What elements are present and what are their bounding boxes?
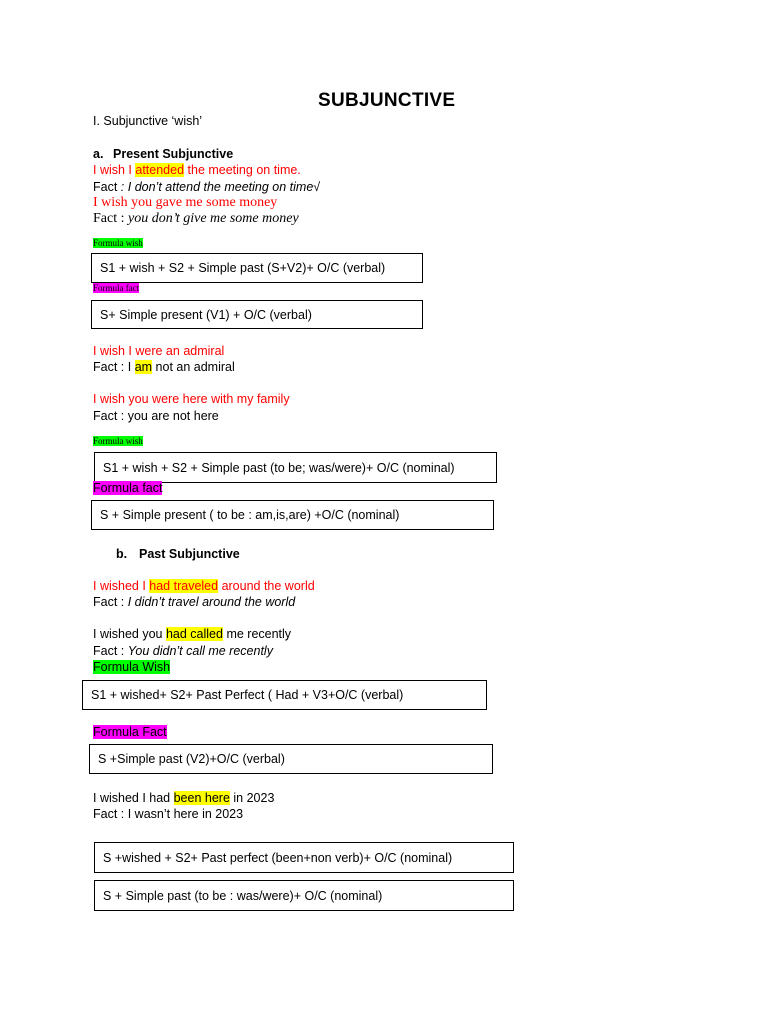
formula-wish-label: Formula wish: [93, 436, 143, 446]
fact-sentence: Fact : I don’t attend the meeting on time√: [93, 180, 321, 194]
example-sentence: I wish you were here with my family: [93, 392, 290, 406]
fact-sentence: Fact : I wasn’t here in 2023: [93, 807, 244, 821]
fact-sentence: Fact : you are not here: [93, 409, 219, 423]
formula-fact-label: Formula fact: [93, 481, 163, 495]
formula-box: S + Simple past (to be : was/were)+ O/C (nominal): [94, 880, 514, 911]
example-sentence: I wish I attended the meeting on time.: [93, 163, 301, 177]
fact-sentence: Fact : I am not an admiral: [93, 360, 235, 374]
subsection-b-heading: Past Subjunctive: [139, 547, 240, 561]
example-sentence: I wish I were an admiral: [93, 344, 225, 358]
example-sentence: I wished I had been here in 2023: [93, 791, 275, 805]
fact-sentence: Fact : I didn’t travel around the world: [93, 595, 296, 609]
page-title: SUBJUNCTIVE: [318, 90, 456, 111]
formula-box: S + Simple present ( to be : am,is,are) +O/C (nominal): [91, 500, 494, 530]
example-sentence: I wished you had called me recently: [93, 627, 292, 641]
formula-box: S1 + wish + S2 + Simple past (S+V2)+ O/C (verbal): [91, 253, 423, 283]
subsection-b-marker: b.: [116, 547, 128, 561]
section-heading: I. Subjunctive ‘wish’: [93, 114, 203, 128]
subsection-a-marker: a.: [93, 147, 104, 161]
formula-box: S1 + wish + S2 + Simple past (to be; was/were)+ O/C (nominal): [94, 452, 497, 483]
fact-sentence: Fact : you don’t give me some money: [93, 211, 299, 226]
formula-box: S1 + wished+ S2+ Past Perfect ( Had + V3+O/C (verbal): [82, 680, 487, 710]
formula-fact-label: Formula fact: [93, 283, 140, 293]
example-sentence: I wish you gave me some money: [93, 195, 278, 210]
formula-wish-label: Formula wish: [93, 238, 143, 248]
example-sentence: I wished I had traveled around the world: [93, 579, 315, 593]
formula-box: S+ Simple present (V1) + O/C (verbal): [91, 300, 423, 329]
subsection-a-heading: Present Subjunctive: [113, 147, 234, 161]
formula-wish-label: Formula Wish: [93, 660, 171, 674]
formula-box: S +wished + S2+ Past perfect (been+non verb)+ O/C (nominal): [94, 842, 514, 873]
fact-sentence: Fact : You didn’t call me recently: [93, 644, 273, 658]
formula-box: S +Simple past (V2)+O/C (verbal): [89, 744, 493, 774]
formula-fact-label: Formula Fact: [93, 725, 167, 739]
